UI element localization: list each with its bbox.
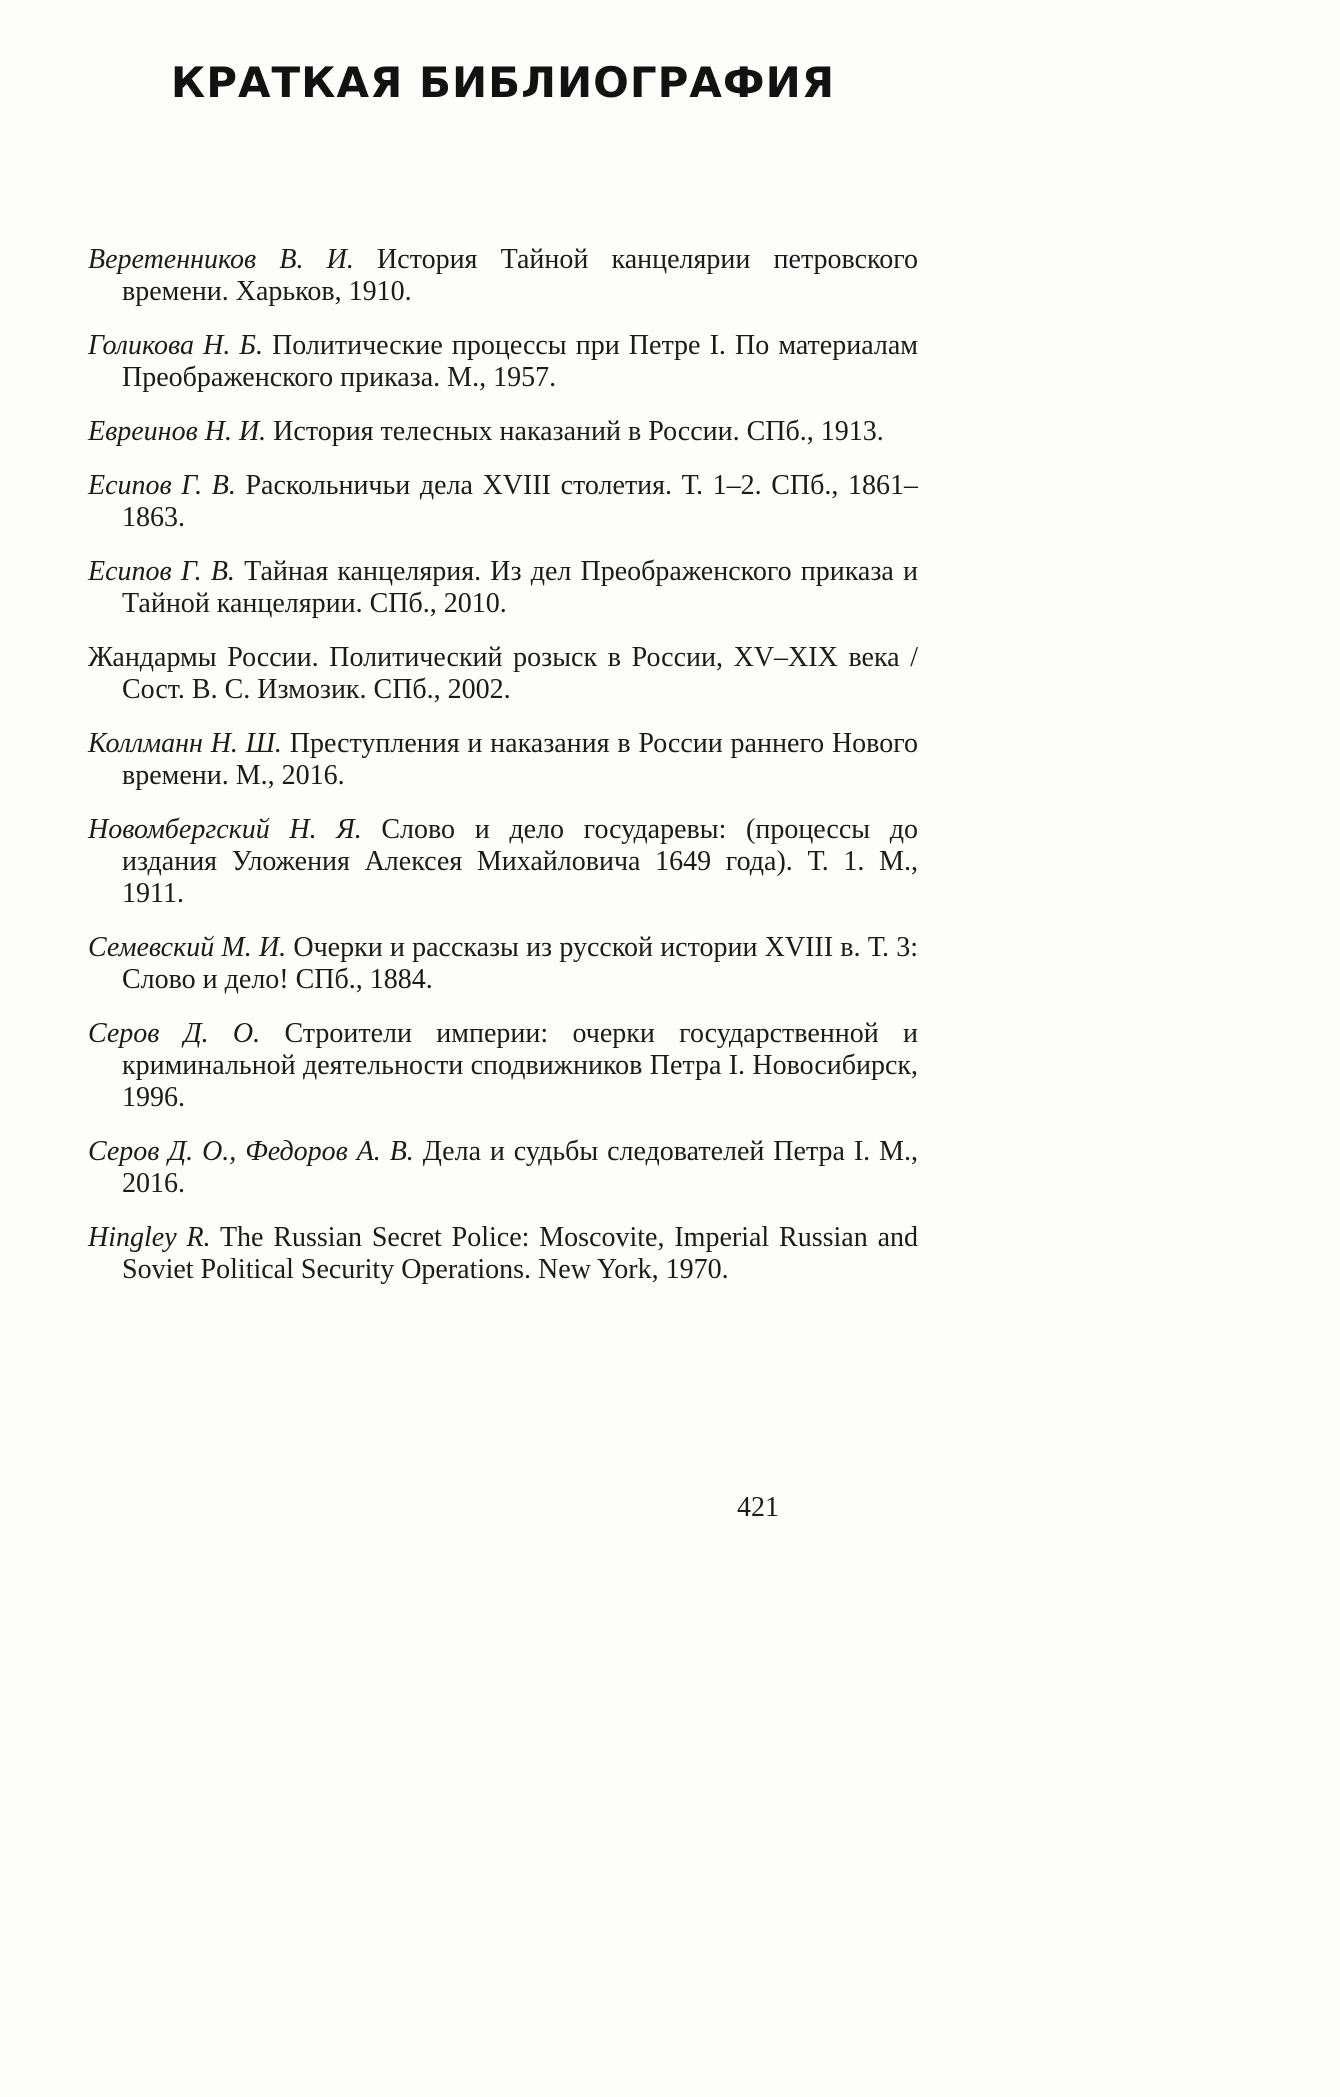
entry-text: История телесных наказаний в России. СПб., 1913. [266, 416, 884, 447]
entry-author: Веретенников В. И. [88, 244, 354, 275]
entry-author: Голикова Н. Б. [88, 330, 263, 361]
bibliography-entry [88, 1222, 918, 1286]
page-number: 421 [737, 1492, 779, 1523]
entry-author: Есипов Г. В. [88, 556, 235, 587]
entry-text: Дела и судьбы следователей Петра I. М., 2016. [122, 1136, 918, 1199]
bibliography-list [88, 244, 918, 1308]
entry-author: Семевский М. И. [88, 932, 287, 963]
entry-author: Новомбергский Н. Я. [88, 814, 362, 845]
bibliography-entry [88, 556, 918, 620]
entry-text: Раскольничьи дела XVIII столетия. Т. 1–2. СПб., 1861–1863. [122, 470, 918, 533]
entry-author: Есипов Г. В. [88, 470, 236, 501]
entry-text: Политические процессы при Петре I. По материалам Преображенского приказа. М., 1957. [122, 330, 918, 393]
entry-text: The Russian Secret Police: Moscovite, Imperial Russian and Soviet Political Security Operations. New York, 1970. [122, 1222, 918, 1285]
entry-text: Жандармы России. Политический розыск в России, XV–XIX века / Сост. В. С. Измозик. СПб., 2002. [88, 642, 918, 705]
bibliography-entry [88, 244, 918, 308]
entry-author: Hingley R. [88, 1222, 211, 1253]
bibliography-entry [88, 728, 918, 792]
entry-author: Серов Д. О., Федоров А. В. [88, 1136, 414, 1167]
bibliography-entry [88, 416, 918, 448]
bibliography-entry [88, 1136, 918, 1200]
entry-text: Тайная канцелярия. Из дел Преображенского приказа и Тайной канцелярии. СПб., 2010. [122, 556, 918, 619]
entry-author: Коллманн Н. Ш. [88, 728, 282, 759]
bibliography-entry [88, 642, 918, 706]
bibliography-entry [88, 932, 918, 996]
entry-text: Преступления и наказания в России раннего Нового времени. М., 2016. [122, 728, 918, 791]
entry-text: Очерки и рассказы из русской истории XVIII в. Т. 3: Слово и дело! СПб., 1884. [122, 932, 918, 995]
bibliography-entry [88, 1018, 918, 1114]
bibliography-entry [88, 330, 918, 394]
entry-text: Строители империи: очерки государственной и криминальной деятельности сподвижников Петра I. Новосибирск, 1996. [122, 1018, 919, 1113]
entry-text: Слово и дело государевы: (процессы до издания Уложения Алексея Михайловича 1649 года). Т. 1. М., 1911. [122, 814, 919, 909]
bibliography-entry [88, 814, 918, 910]
entry-author: Евреинов Н. И. [88, 416, 267, 447]
entry-author: Серов Д. О. [88, 1018, 261, 1049]
page-title: КРАТКАЯ БИБЛИОГРАФИЯ [170, 58, 836, 107]
entry-text: История Тайной канцелярии петровского времени. Харьков, 1910. [122, 244, 918, 307]
bibliography-entry [88, 470, 918, 534]
